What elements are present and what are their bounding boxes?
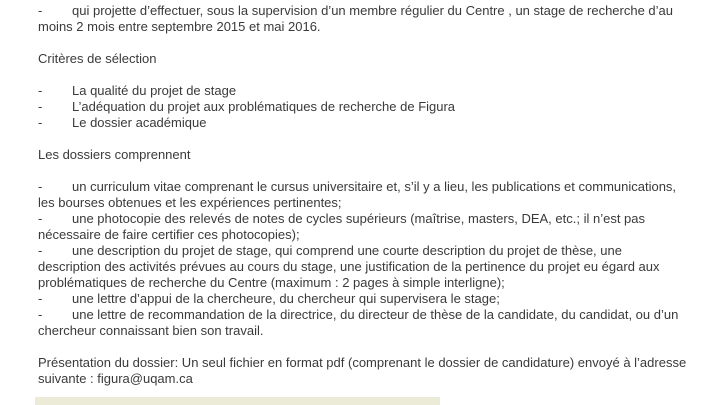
document-body [38, 3, 688, 387]
dossiers-list [38, 179, 688, 339]
criteria-list [38, 83, 688, 131]
list-bullet: - [38, 243, 43, 258]
dossier-item-text: une lettre de recommandation de la directrice, du directeur de thèse de la candidate, du candidat, ou d’un chercheur connaissant bien son travail. [38, 307, 679, 338]
dossier-item [38, 243, 688, 291]
list-bullet: - [38, 291, 43, 306]
list-bullet: - [38, 179, 43, 194]
list-bullet: - [38, 83, 43, 98]
criteria-item [38, 115, 688, 131]
intro-list-item [38, 3, 688, 35]
dossier-item-text: une description du projet de stage, qui comprend une courte description du projet de thèse, une description des activités prévues au cours du stage, une justification de la pertinence du projet eu égard aux problématiques de recherche du Centre (maximum : 2 pages à simple interligne); [38, 243, 660, 290]
criteria-item [38, 83, 688, 99]
dossier-item-text: un curriculum vitae comprenant le cursus universitaire et, s’il y a lieu, les publications et communications, les bourses obtenues et les expériences pertinentes; [38, 179, 677, 210]
list-bullet: - [38, 99, 43, 114]
list-bullet: - [38, 3, 43, 18]
footer-band [35, 397, 440, 405]
criteria-item-text: L’adéquation du projet aux problématiques de recherche de Figura [72, 99, 456, 114]
dossier-item-text: une photocopie des relevés de notes de cycles supérieurs (maîtrise, masters, DEA, etc.; il n’est pas nécessaire de faire certifier ces photocopies); [38, 211, 645, 242]
dossier-item [38, 291, 688, 307]
dossier-item [38, 211, 688, 243]
criteria-item-text: La qualité du projet de stage [72, 83, 237, 98]
dossier-item [38, 179, 688, 211]
intro-item-text: qui projette d’effectuer, sous la supervision d’un membre régulier du Centre , un stage de recherche d’au moins 2 mois entre septembre 2015 et mai 2016. [38, 3, 674, 34]
criteria-heading: Critères de sélection [38, 51, 157, 66]
criteria-item [38, 99, 688, 115]
list-bullet: - [38, 307, 43, 322]
criteria-item-text: Le dossier académique [72, 115, 207, 130]
list-bullet: - [38, 115, 43, 130]
presentation-paragraph: Présentation du dossier: Un seul fichier en format pdf (comprenant le dossier de candidature) envoyé à l’adresse suivante : figura@uqam.ca [38, 355, 687, 386]
dossiers-heading: Les dossiers comprennent [38, 147, 191, 162]
list-bullet: - [38, 211, 43, 226]
dossier-item-text: une lettre d’appui de la chercheure, du chercheur qui supervisera le stage; [72, 291, 500, 306]
dossier-item [38, 307, 688, 339]
